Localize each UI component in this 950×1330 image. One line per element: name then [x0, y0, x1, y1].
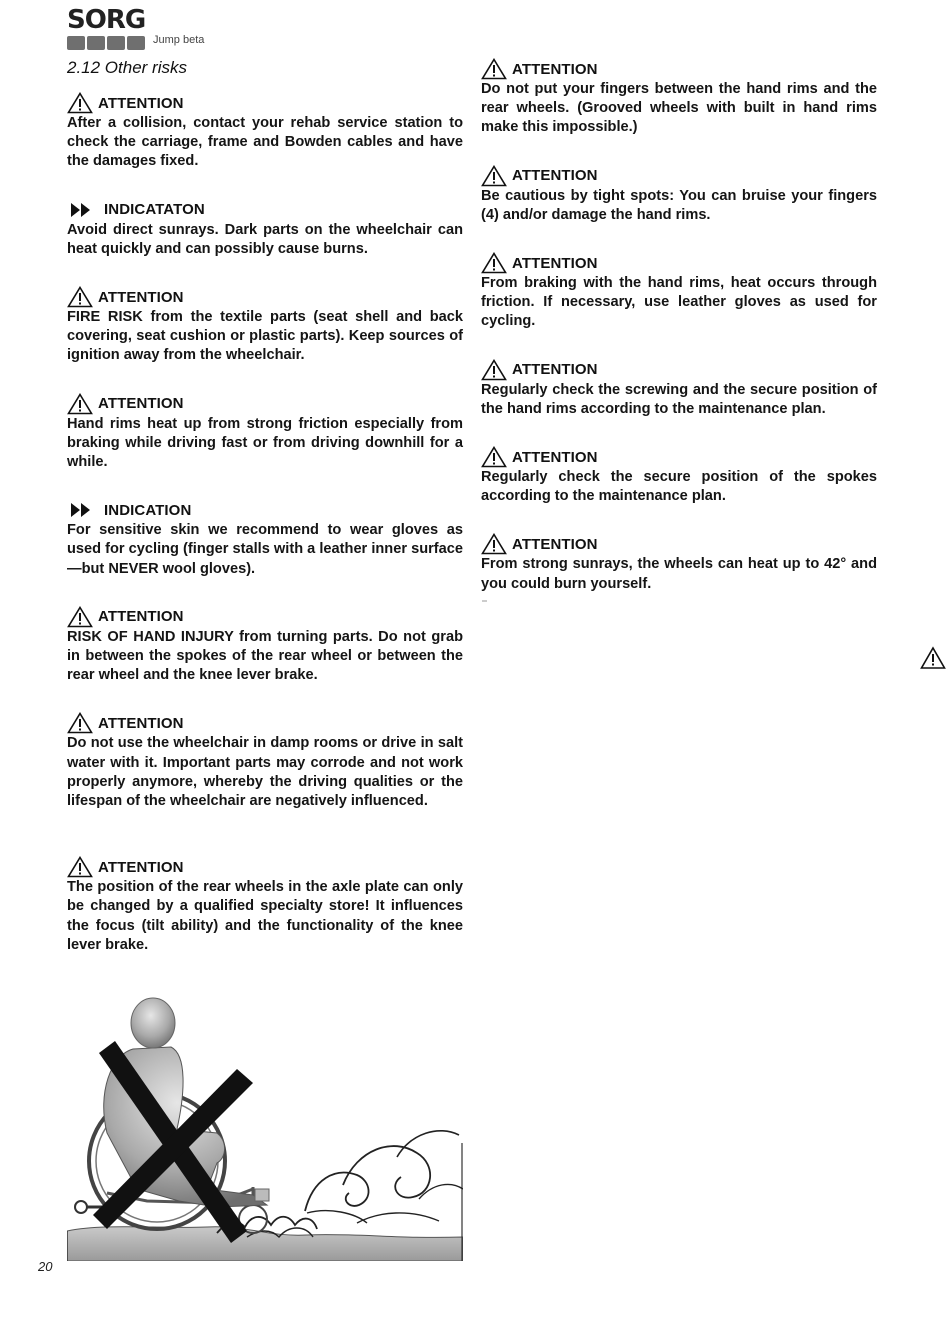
notice-text: Avoid direct sunrays. Dark parts on the wheelchair can heat quickly and can possibly cause burns.	[67, 221, 463, 257]
notice-label: ATTENTION	[98, 288, 184, 306]
warning-triangle-icon	[67, 856, 93, 878]
brand-logo	[67, 6, 227, 50]
notice-block	[67, 92, 463, 172]
notice-text: Regularly check the secure position of the spokes according to the maintenance plan.	[481, 469, 877, 505]
wheelchair-water-illustration	[67, 993, 463, 1261]
warning-triangle-icon	[67, 393, 93, 415]
warning-triangle-icon	[67, 712, 93, 734]
warning-triangle-icon	[67, 286, 93, 308]
fast-forward-icon	[67, 502, 97, 518]
warning-triangle-icon	[67, 606, 93, 628]
brand-logo-wordmark: SORG	[67, 5, 146, 35]
right-column	[481, 58, 877, 594]
warning-triangle-icon	[481, 165, 507, 187]
notice-label: ATTENTION	[512, 535, 598, 553]
notice-text: Hand rims heat up from strong friction especially from braking while driving fast or from driving downhill for a while.	[67, 415, 463, 471]
notice-text: Do not use the wheelchair in damp rooms or drive in salt water with it. Important parts may corrode and not work properly anymore, whereby the driving qualities or the lifespan of the wheelchair are negatively influenced.	[67, 735, 463, 810]
notice-block	[67, 856, 463, 955]
notice-label: ATTENTION	[512, 254, 598, 272]
product-name: Jump beta	[153, 34, 205, 46]
brand-logo-bars	[67, 36, 145, 50]
notice-label: ATTENTION	[98, 714, 184, 732]
warning-triangle-icon	[67, 92, 93, 114]
section-title: 2.12 Other risks	[67, 58, 187, 77]
notice-block	[67, 199, 463, 259]
notice-label: ATTENTION	[98, 395, 184, 413]
notice-text: Regularly check the screwing and the secure position of the hand rims according to the maintenance plan.	[481, 381, 877, 417]
notice-label: ATTENTION	[512, 167, 598, 185]
notice-block	[481, 359, 877, 419]
notice-text: From braking with the hand rims, heat occurs through friction. If necessary, use leather gloves as used for cycling.	[481, 275, 877, 330]
notice-label: ATTENTION	[512, 361, 598, 379]
notice-label: INDICATATON	[104, 201, 205, 219]
notice-block	[481, 58, 877, 138]
notice-label: ATTENTION	[512, 448, 598, 466]
notice-text: RISK OF HAND INJURY from turning parts. Do not grab in between the spokes of the rear wheel or between the rear wheel and the knee lever brake.	[67, 628, 463, 684]
edge-warning-icon	[920, 646, 946, 670]
notice-text: Do not put your fingers between the hand rims and the rear wheels. (Grooved wheels with built in hand rims make this impossible.)	[481, 81, 877, 136]
notice-block	[481, 446, 877, 506]
notice-block	[481, 533, 877, 593]
notice-text: The position of the rear wheels in the axle plate can only be changed by a qualified specialty store! It influences the focus (tilt ability) and the functionality of the knee lever brake.	[67, 879, 463, 953]
notice-label: ATTENTION	[512, 60, 598, 78]
stray-mark	[482, 600, 487, 602]
left-column	[67, 92, 463, 955]
warning-triangle-icon	[481, 446, 507, 468]
warning-triangle-icon	[481, 533, 507, 555]
notice-text: Be cautious by tight spots: You can bruise your fingers (4) and/or damage the hand rims.	[481, 187, 877, 223]
notice-block	[67, 712, 463, 811]
notice-block	[67, 606, 463, 686]
notice-block	[67, 393, 463, 473]
notice-block	[481, 165, 877, 225]
notice-text: From strong sunrays, the wheels can heat up to 42° and you could burn yourself.	[481, 556, 877, 592]
notice-label: ATTENTION	[98, 608, 184, 626]
notice-label: ATTENTION	[98, 94, 184, 112]
warning-triangle-icon	[481, 359, 507, 381]
notice-text: After a collision, contact your rehab service station to check the carriage, frame and Bowden cables and have the damages fixed.	[67, 115, 463, 170]
notice-block	[67, 499, 463, 579]
notice-block	[67, 286, 463, 366]
notice-label: ATTENTION	[98, 858, 184, 876]
warning-triangle-icon	[481, 252, 507, 274]
notice-label: INDICATION	[104, 501, 192, 519]
notice-block	[481, 252, 877, 332]
warning-triangle-icon	[481, 58, 507, 80]
fast-forward-icon	[67, 202, 97, 218]
page-number: 20	[38, 1259, 53, 1274]
notice-text: For sensitive skin we recommend to wear gloves as used for cycling (finger stalls with a leather inner surface—but NEVER wool gloves).	[67, 522, 463, 577]
notice-text: FIRE RISK from the textile parts (seat shell and back covering, seat cushion or plastic parts). Keep sources of ignition away from the wheelchair.	[67, 309, 463, 364]
